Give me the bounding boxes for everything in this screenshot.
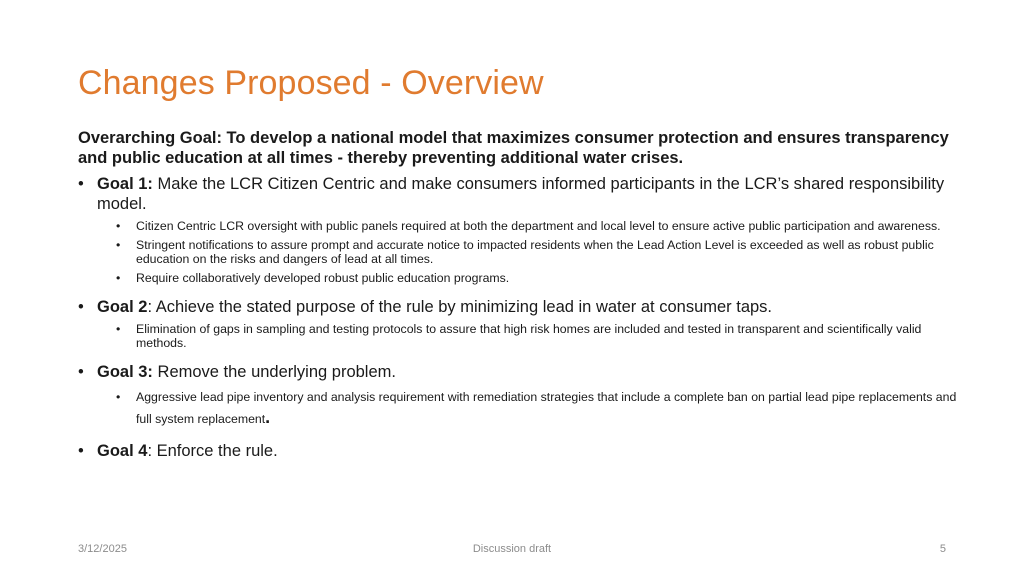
goal-3-sub-1 (78, 387, 958, 429)
goal-1-sub-3-text: Require collaboratively developed robust public education programs. (136, 271, 510, 285)
bullet-icon: • (78, 175, 84, 193)
goal-2-bullet (78, 297, 958, 317)
goal-3-label: Goal 3: (97, 363, 153, 381)
bullet-icon: • (78, 442, 84, 460)
goal-1-sub-1 (78, 219, 958, 233)
footer-date: 3/12/2025 (78, 543, 127, 555)
goal-1-sub-1-text: Citizen Centric LCR oversight with public panels required at both the department and local level to ensure active public participation and awareness. (136, 219, 941, 233)
bullet-icon: • (116, 390, 121, 404)
goal-3-sub-1-period: . (265, 407, 271, 427)
bullet-icon: • (116, 322, 121, 336)
bullet-icon: • (116, 219, 121, 233)
goal-1-text: Make the LCR Citizen Centric and make consumers informed participants in the LCR’s shared responsibility model. (97, 175, 945, 213)
goal-1-sub-2 (78, 238, 958, 266)
goal-2-sub-1-text: Elimination of gaps in sampling and testing protocols to assure that high risk homes are included and tested in transparent and scientifically valid methods. (136, 322, 922, 350)
goal-1-bullet (78, 174, 958, 214)
bullet-icon: • (78, 363, 84, 381)
goal-3-sub-1-text: Aggressive lead pipe inventory and analysis requirement with remediation strategies that include a complete ban on partial lead pipe replacements and full system replacement (136, 390, 957, 426)
goal-1-label: Goal 1: (97, 175, 153, 193)
goal-4-bullet (78, 441, 958, 461)
goal-4-text: : Enforce the rule. (147, 442, 278, 460)
goal-2-text: : Achieve the stated purpose of the rule by minimizing lead in water at consumer taps. (147, 298, 773, 316)
footer-label: Discussion draft (472, 543, 552, 555)
goal-3-text: Remove the underlying problem. (152, 363, 396, 381)
slide-content (78, 128, 958, 461)
bullet-icon: • (78, 298, 84, 316)
overarching-goal: Overarching Goal: To develop a national model that maximizes consumer protection and ensures transparency and public education at all times - thereby preventing additional water crises. (78, 129, 949, 167)
goal-1-sub-2-text: Stringent notifications to assure prompt and accurate notice to impacted residents when the Lead Action Level is exceeded as well as robust public education on the risks and dangers of lead at all times. (136, 238, 934, 266)
slide-title: Changes Proposed - Overview (78, 64, 544, 102)
goal-4-label: Goal 4 (97, 442, 148, 460)
page-number: 5 (939, 543, 946, 555)
goal-1-sub-3 (78, 271, 958, 285)
goal-2-label: Goal 2 (97, 298, 148, 316)
bullet-icon: • (116, 238, 121, 252)
goal-3-bullet (78, 362, 958, 382)
bullet-icon: • (116, 271, 121, 285)
goal-2-sub-1 (78, 322, 958, 350)
